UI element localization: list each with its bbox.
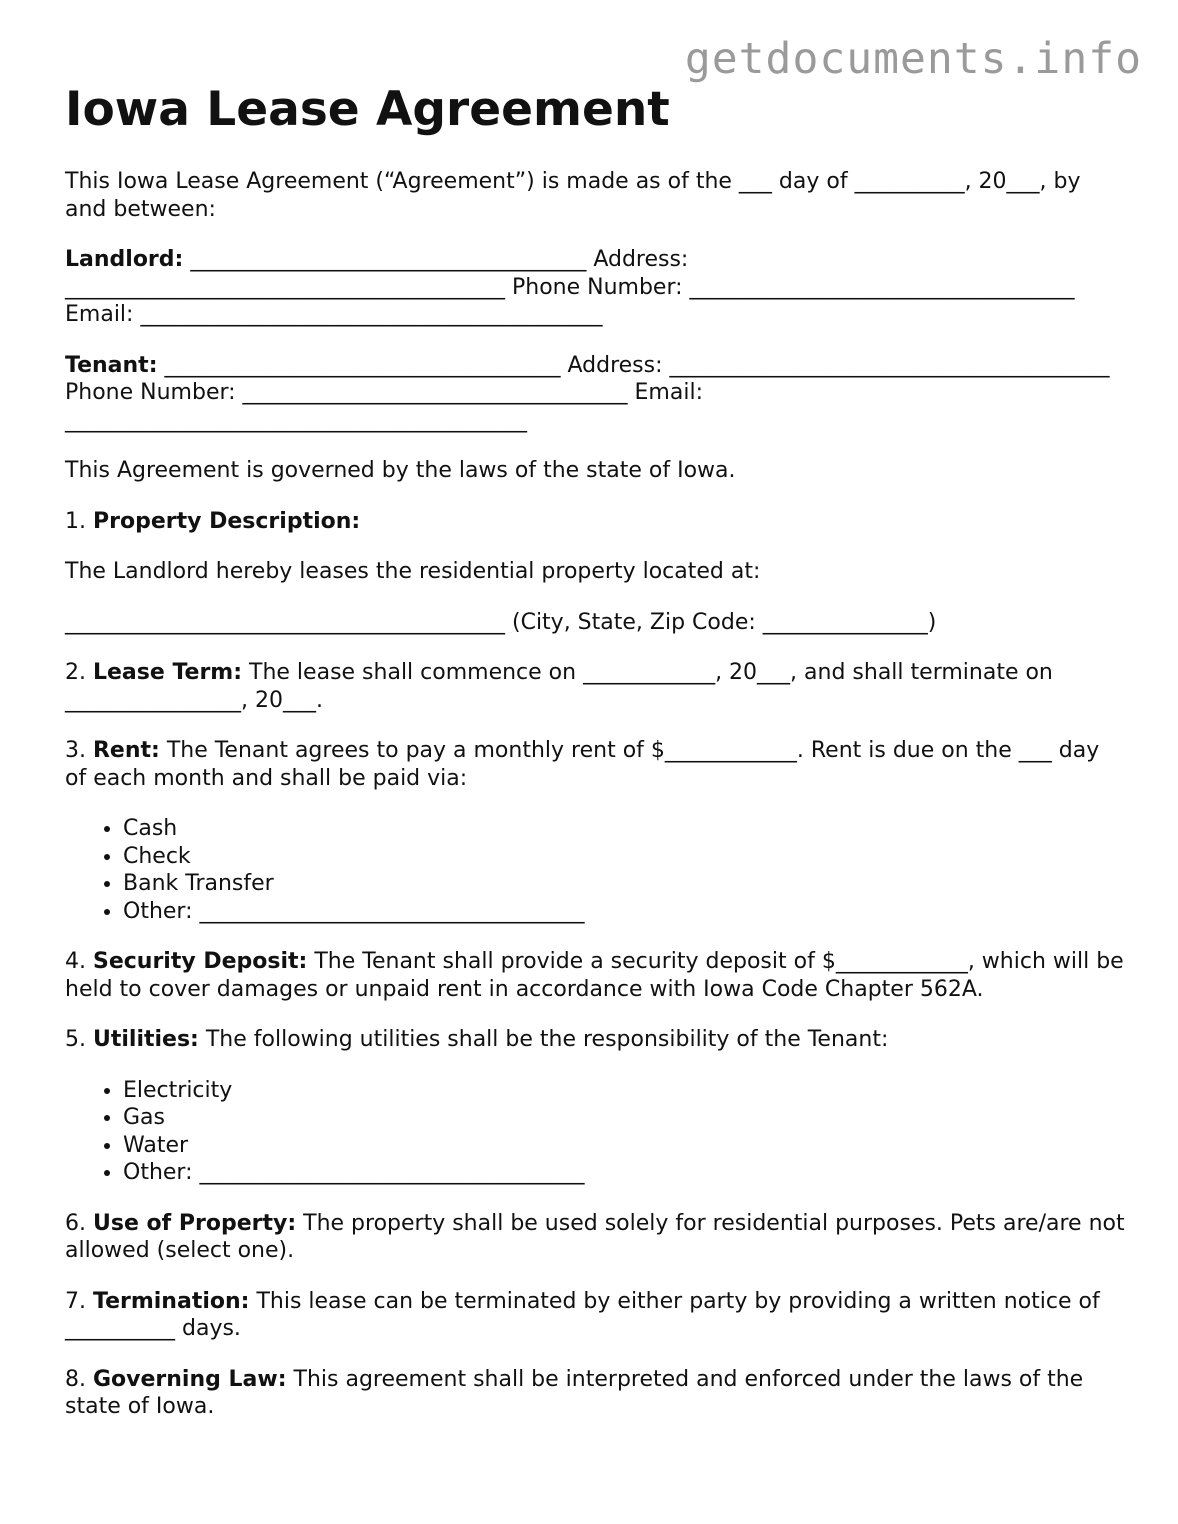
section-7-text: This lease can be terminated by either party by providing a written notice of __________ days. — [65, 1288, 1100, 1341]
section-6 — [65, 1210, 1125, 1265]
section-1-number: 1. — [65, 508, 93, 534]
landlord-block — [65, 246, 1125, 329]
intro-paragraph: This Iowa Lease Agreement (“Agreement”) is made as of the ___ day of __________, 20___, by and between: — [65, 169, 1081, 222]
section-2-number: 2. — [65, 660, 93, 685]
section-8 — [65, 1366, 1125, 1421]
document-page — [65, 82, 1125, 1444]
list-item: • Gas — [123, 1104, 1125, 1132]
section-3-text: The Tenant agrees to pay a monthly rent of $____________. Rent is due on the ___ day of each month and shall be paid via: — [65, 738, 1100, 791]
utilities-list — [65, 1077, 1125, 1187]
tenant-paragraph — [65, 352, 1125, 435]
section-4 — [65, 948, 1125, 1003]
section-6-title: Use of Property: — [92, 1210, 297, 1236]
landlord-label: Landlord: — [65, 247, 184, 272]
section-5 — [65, 1026, 1125, 1054]
tenant-label: Tenant: — [65, 352, 158, 378]
section-1-address-line: ________________________________________ (City, State, Zip Code: _______________) — [65, 609, 937, 635]
list-item: • Other: ___________________________________ — [123, 1159, 1125, 1187]
document-title: Iowa Lease Agreement — [65, 82, 670, 137]
section-5-title: Utilities: — [92, 1027, 199, 1052]
tenant-block — [65, 352, 1125, 435]
list-item: • Check — [123, 843, 1125, 871]
section-1-title: Property Description: — [92, 508, 361, 534]
section-2 — [65, 659, 1125, 714]
section-1-text: The Landlord hereby leases the residential property located at: — [65, 559, 761, 584]
section-8-number: 8. — [65, 1366, 93, 1392]
section-3-title: Rent: — [92, 738, 160, 763]
governing-statement: This Agreement is governed by the laws of the state of Iowa. — [65, 458, 736, 483]
list-item: • Electricity — [123, 1077, 1125, 1105]
section-1-heading — [65, 508, 1125, 536]
section-4-number: 4. — [65, 949, 93, 974]
section-7 — [65, 1288, 1125, 1343]
section-5-number: 5. — [65, 1027, 93, 1052]
list-item: • Bank Transfer — [123, 870, 1125, 898]
section-7-number: 7. — [65, 1288, 93, 1314]
section-7-title: Termination: — [92, 1288, 250, 1314]
watermark: getdocuments.info — [684, 34, 1142, 84]
section-3-number: 3. — [65, 738, 93, 763]
section-2-title: Lease Term: — [92, 660, 243, 685]
section-4-text: The Tenant shall provide a security deposit of $____________, which will be held to cover damages or unpaid rent in accordance with Iowa Code Chapter 562A. — [65, 949, 1124, 1002]
section-5-text: The following utilities shall be the responsibility of the Tenant: — [198, 1027, 889, 1052]
landlord-fields: ____________________________________ Address: ________________________________________ Phone Number: ___________________________________ Email: __________________________________________ — [65, 247, 1075, 327]
section-3 — [65, 737, 1125, 792]
section-2-text: The lease shall commence on ____________, 20___, and shall terminate on ________________, 20___. — [65, 660, 1053, 713]
section-6-number: 6. — [65, 1210, 93, 1236]
section-8-title: Governing Law: — [92, 1366, 287, 1392]
payment-methods-list — [65, 815, 1125, 925]
landlord-paragraph — [65, 246, 1125, 329]
section-4-title: Security Deposit: — [92, 949, 308, 974]
tenant-fields: ____________________________________ Address: ________________________________________ Phone Number: ___________________________________ Email: __________________________________________ — [65, 352, 1110, 433]
list-item: • Other: ___________________________________ — [123, 898, 1125, 926]
section-6-text: The property shall be used solely for residential purposes. Pets are/are not allowed (select one). — [65, 1210, 1125, 1263]
list-item: • Water — [123, 1132, 1125, 1160]
list-item: • Cash — [123, 815, 1125, 843]
section-8-text: This agreement shall be interpreted and enforced under the laws of the state of Iowa. — [65, 1366, 1084, 1419]
